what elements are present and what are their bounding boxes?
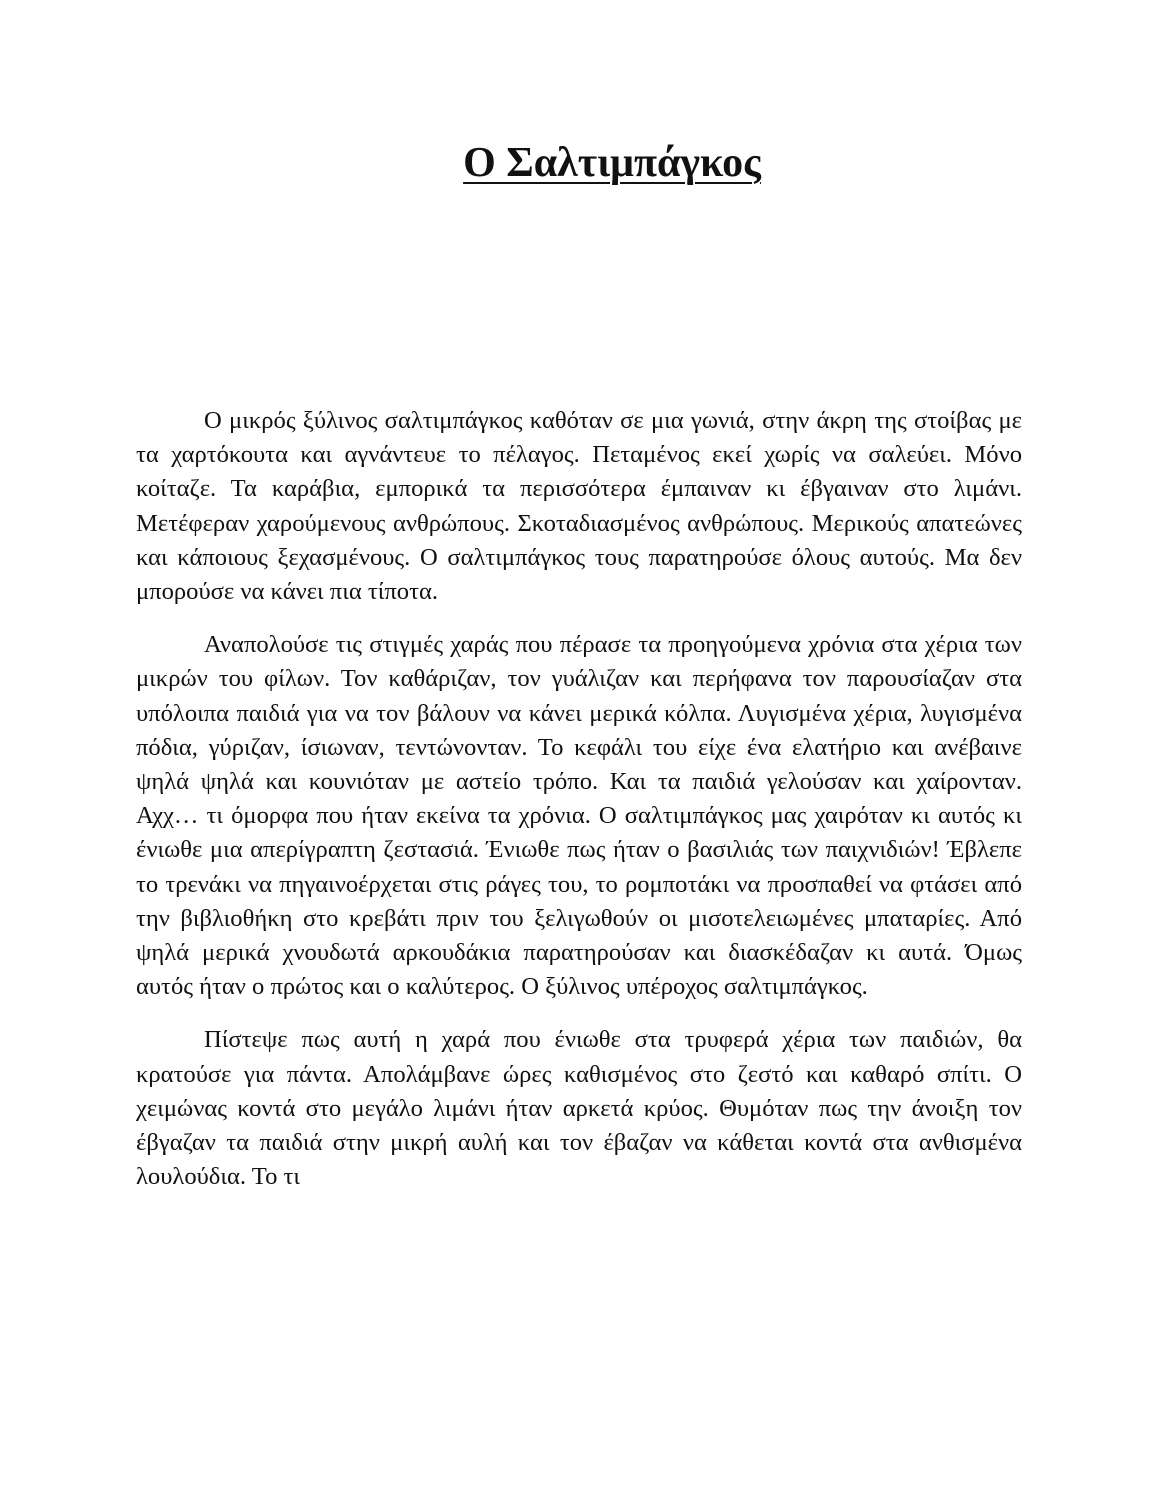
document-body [136, 404, 1022, 1213]
page-title: Ο Σαλτιμπάγκος [463, 140, 761, 186]
paragraph: Πίστεψε πως αυτή η χαρά που ένιωθε στα τρυφερά χέρια των παιδιών, θα κρατούσε για πάντα. Απολάμβανε ώρες καθισμένος στο ζεστό και καθαρό σπίτι. Ο χειμώνας κοντά στο μεγάλο λιμάνι ήταν αρκετά κρύος. Θυμόταν πως την άνοιξη τον έβγαζαν τα παιδιά στην μικρή αυλή και τον έβαζαν να κάθεται κοντά στα ανθισμένα λουλούδια. Το τι [136, 1026, 1022, 1191]
paragraph: Ο μικρός ξύλινος σαλτιμπάγκος καθόταν σε μια γωνιά, στην άκρη της στοίβας με τα χαρτόκουτα και αγνάντευε το πέλαγος. Πεταμένος εκεί χωρίς να σαλεύει. Μόνο κοίταζε. Τα καράβια, εμπορικά τα περισσότερα έμπαιναν κι έβγαιναν στο λιμάνι. Μετέφεραν χαρούμενους ανθρώπους. Σκοταδιασμένος ανθρώπους. Μερικούς απατεώνες και κάποιους ξεχασμένους. Ο σαλτιμπάγκος τους παρατηρούσε όλους αυτούς. Μα δεν μπορούσε να κάνει πια τίποτα. [136, 407, 1022, 606]
paragraph: Αναπολούσε τις στιγμές χαράς που πέρασε τα προηγούμενα χρόνια στα χέρια των μικρών του φίλων. Τον καθάριζαν, τον γυάλιζαν και περήφανα τον παρουσίαζαν στα υπόλοιπα παιδιά για να τον βάλουν να κάνει μερικά κόλπα. Λυγισμένα χέρια, λυγισμένα πόδια, γύριζαν, ίσιωναν, τεντώνονταν. Το κεφάλι του είχε ένα ελατήριο και ανέβαινε ψηλά ψηλά και κουνιόταν με αστείο τρόπο. Και τα παιδιά γελούσαν και χαίρονταν. Αχχ… τι όμορφα που ήταν εκείνα τα χρόνια. Ο σαλτιμπάγκος μας χαιρόταν κι αυτός κι ένιωθε μια απερίγραπτη ζεστασιά. Ένιωθε πως ήταν ο βασιλιάς των παιχνιδιών! Έβλεπε το τρενάκι να πηγαινοέρχεται στις ράγες του, το ρομποτάκι να προσπαθεί να φτάσει από την βιβλιοθήκη στο κρεβάτι πριν του ξελιγωθούν οι μισοτελειωμένες μπαταρίες. Από ψηλά μερικά χνουδωτά αρκουδάκια παρατηρούσαν και διασκέδαζαν κι αυτά. Όμως αυτός ήταν ο πρώτος και ο καλύτερος. Ο ξύλινος υπέροχος σαλτιμπάγκος. [136, 631, 1022, 1001]
